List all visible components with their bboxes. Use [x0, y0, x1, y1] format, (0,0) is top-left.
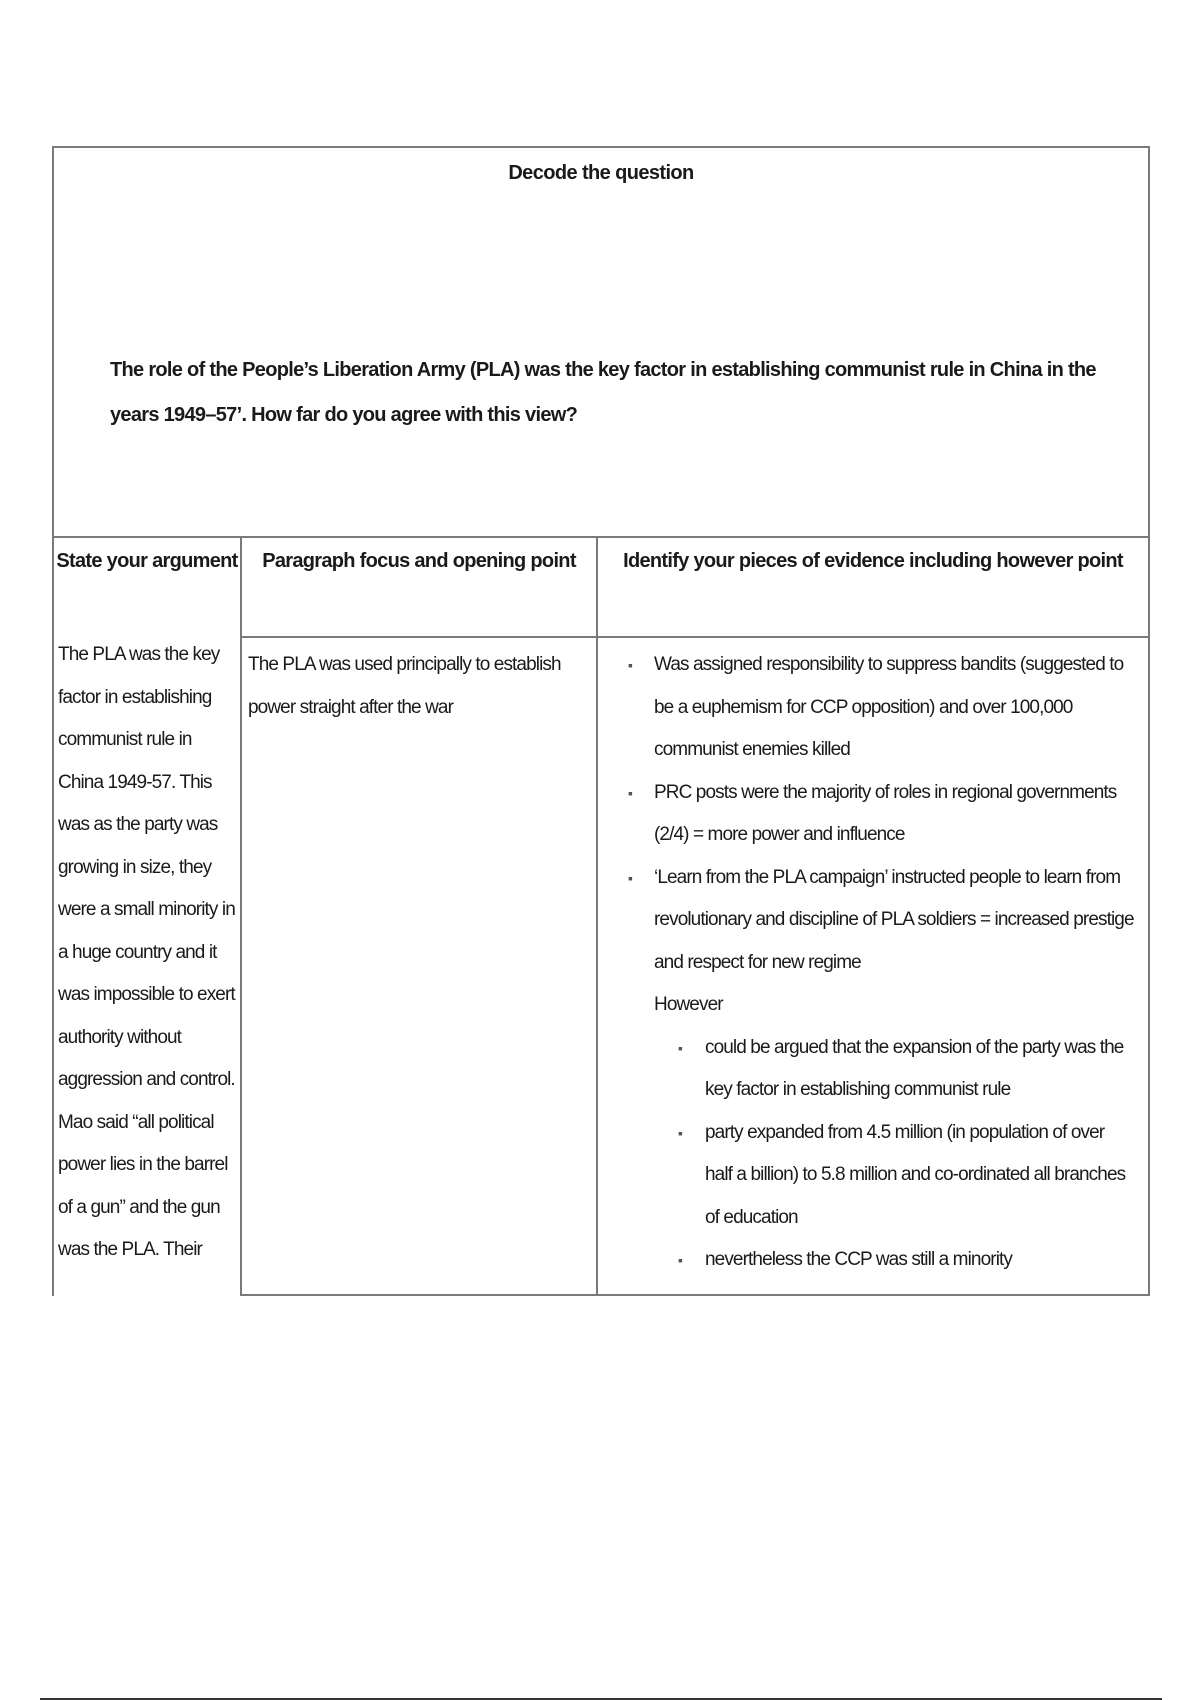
however-item-text: could be argued that the expansion of the party was the key factor in establishing communist rule — [705, 1036, 1124, 1100]
focus-text: The PLA was used principally to establish power straight after the war — [248, 654, 561, 718]
evidence-item-text: ‘Learn from the PLA campaign’ instructed people to learn from revolutionary and discipline of PLA soldiers = increased prestige and respect for new regime — [654, 866, 1134, 973]
worksheet — [52, 146, 1150, 1296]
evidence-item — [598, 857, 1148, 985]
bullet-icon: ▪ — [678, 1124, 683, 1141]
essay-question: The role of the People’s Liberation Army (PLA) was the key factor in establishing communist rule in China in the years 1949–57’. How far do you agree with this view? — [110, 359, 1096, 426]
argument-column — [52, 536, 240, 1296]
bullet-icon: ▪ — [628, 657, 633, 673]
focus-column — [240, 536, 596, 1296]
evidence-item — [598, 772, 1148, 857]
however-item-text: party expanded from 4.5 million (in population of over half a billion) to 5.8 million and co-ordinated all branches of education — [705, 1121, 1126, 1228]
bullet-icon: ▪ — [628, 784, 633, 801]
evidence-column-header: Identify your pieces of evidence including however point — [623, 550, 1123, 572]
decode-heading: Decode the question — [508, 162, 694, 184]
argument-column-header: State your argument — [56, 550, 238, 572]
bullet-icon: ▪ — [628, 869, 633, 886]
planning-table — [52, 536, 1150, 1296]
evidence-column — [596, 536, 1150, 1296]
however-label: However — [654, 994, 723, 1015]
however-item — [598, 1112, 1148, 1240]
evidence-item-text: PRC posts were the majority of roles in regional governments (2/4) = more power and influence — [654, 781, 1117, 845]
evidence-list — [598, 644, 1148, 1282]
bullet-icon: ▪ — [678, 1039, 683, 1056]
however-item — [598, 1239, 1148, 1282]
argument-text: The PLA was the key factor in establishing communist rule in China 1949-57. This was as the party was growing in size, they were a small minority in a huge country and it was impossible to exert authority without aggression and control. Mao said “all political power lies in the barrel of a gun” and the gun was the PLA. Their — [58, 644, 235, 1260]
header-divider — [598, 636, 1148, 638]
focus-column-header: Paragraph focus and opening point — [262, 550, 576, 572]
evidence-item-text: Was assigned responsibility to suppress bandits (suggested to be a euphemism for CCP opposition) and over 100,000 communist enemies killed — [654, 654, 1124, 760]
evidence-item — [598, 644, 1148, 772]
however-item — [598, 1027, 1148, 1112]
decode-question-box — [52, 146, 1150, 536]
however-item-text: nevertheless the CCP was still a minority — [705, 1249, 1012, 1270]
header-divider — [242, 636, 596, 638]
bullet-icon: ▪ — [678, 1252, 683, 1268]
